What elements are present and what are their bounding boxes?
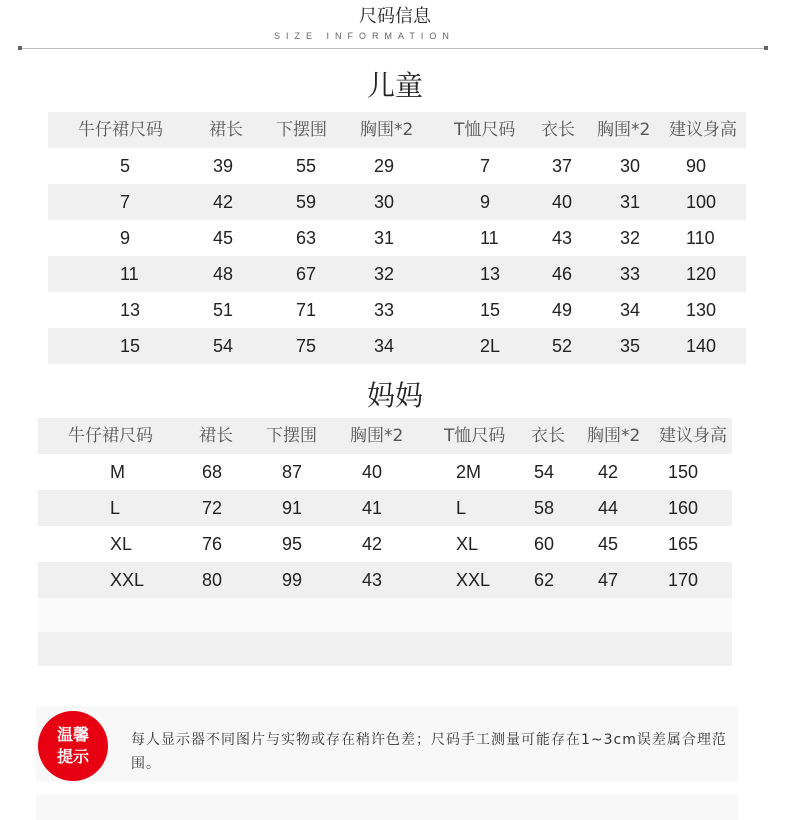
table-cell: 42 — [362, 534, 383, 554]
table-cell: 2L — [480, 336, 501, 356]
row-band — [48, 256, 746, 292]
table-cell: 15 — [480, 300, 501, 320]
kids-section-title: 儿童 — [366, 69, 423, 102]
table-cell: 58 — [534, 498, 555, 518]
table-cell: 63 — [296, 228, 317, 248]
table-cell: 46 — [552, 264, 573, 284]
table-row — [0, 328, 790, 364]
table-cell: 55 — [296, 156, 317, 176]
table-cell: 165 — [668, 534, 699, 554]
table-cell: 34 — [374, 336, 395, 356]
table-cell: M — [110, 462, 125, 482]
table-row — [0, 184, 790, 220]
kids-table — [0, 112, 790, 364]
table-cell: 99 — [282, 570, 303, 590]
table-cell: 47 — [598, 570, 619, 590]
table-cell: 35 — [620, 336, 641, 356]
notice-badge — [38, 711, 108, 781]
table-cell: 44 — [598, 498, 619, 518]
table-row — [0, 148, 790, 184]
column-header: 胸围*2 — [360, 120, 414, 140]
table-cell: 9 — [480, 192, 491, 212]
mom-table — [0, 418, 790, 598]
column-header: T恤尺码 — [444, 426, 506, 446]
table-cell: 32 — [374, 264, 395, 284]
mom-section-title: 妈妈 — [366, 379, 423, 412]
table-cell: 130 — [686, 300, 717, 320]
notice-text: 每人显示器不同图片与实物或存在稍许色差；尺码手工测量可能存在1~3cm误差属合理范围。 — [131, 732, 727, 772]
column-header: 牛仔裙尺码 — [68, 426, 153, 446]
table-cell: 45 — [598, 534, 619, 554]
column-header: 牛仔裙尺码 — [78, 120, 163, 140]
table-cell: 59 — [296, 192, 317, 212]
table-cell: XXL — [110, 570, 145, 590]
table-cell: 51 — [213, 300, 234, 320]
table-cell: 39 — [213, 156, 234, 176]
table-cell: XL — [456, 534, 479, 554]
table-cell: 42 — [213, 192, 234, 212]
table-cell: 9 — [120, 228, 131, 248]
table-cell: 54 — [534, 462, 555, 482]
table-cell: 11 — [120, 264, 139, 284]
column-header: 胸围*2 — [350, 426, 404, 446]
table-row — [0, 562, 790, 598]
table-cell: 72 — [202, 498, 223, 518]
table-cell: 160 — [668, 498, 699, 518]
table-cell: 60 — [534, 534, 555, 554]
bottom-band — [36, 794, 738, 820]
table-cell: 150 — [668, 462, 699, 482]
table-cell: 7 — [480, 156, 491, 176]
table-cell: 40 — [552, 192, 573, 212]
column-header: 下摆围 — [266, 426, 317, 446]
column-header: 下摆围 — [276, 120, 327, 140]
table-cell: 49 — [552, 300, 573, 320]
header-title: 尺码信息 — [359, 6, 431, 27]
header-divider — [20, 48, 766, 49]
table-row — [0, 292, 790, 328]
table-cell: 31 — [620, 192, 641, 212]
table-cell: 15 — [120, 336, 141, 356]
table-cell: 33 — [374, 300, 395, 320]
table-cell: 29 — [374, 156, 395, 176]
table-cell: 75 — [296, 336, 317, 356]
table-cell: 110 — [686, 228, 715, 248]
table-header-row — [0, 112, 790, 148]
table-cell: 140 — [686, 336, 717, 356]
table-cell: L — [110, 498, 121, 518]
table-cell: 62 — [534, 570, 555, 590]
column-header: 建议身高 — [669, 120, 737, 140]
badge-line1: 温馨 — [56, 725, 89, 744]
table-cell: 30 — [620, 156, 641, 176]
table-cell: 11 — [480, 228, 499, 248]
table-cell: 91 — [282, 498, 303, 518]
column-header: 建议身高 — [659, 426, 727, 446]
column-header: 衣长 — [531, 426, 565, 446]
table-cell: 43 — [552, 228, 573, 248]
table-cell: 41 — [362, 498, 383, 518]
table-cell: 5 — [120, 156, 131, 176]
table-cell: 76 — [202, 534, 223, 554]
table-row — [0, 220, 790, 256]
column-header: 衣长 — [541, 120, 575, 140]
table-row — [0, 526, 790, 562]
table-cell: 95 — [282, 534, 303, 554]
divider-dot-right — [764, 46, 768, 50]
table-cell: L — [456, 498, 467, 518]
row-band — [48, 184, 746, 220]
table-cell: 48 — [213, 264, 234, 284]
row-band — [48, 328, 746, 364]
table-cell: 13 — [480, 264, 501, 284]
table-cell: 40 — [362, 462, 383, 482]
table-cell: 31 — [374, 228, 395, 248]
table-cell: 170 — [668, 570, 699, 590]
table-cell: 67 — [296, 264, 317, 284]
table-row — [0, 454, 790, 490]
table-cell: 90 — [686, 156, 707, 176]
table-row — [0, 256, 790, 292]
badge-line2: 提示 — [56, 747, 89, 766]
table-cell: 120 — [686, 264, 717, 284]
table-cell: 7 — [120, 192, 131, 212]
table-cell: 37 — [552, 156, 573, 176]
table-cell: 30 — [374, 192, 395, 212]
table-cell: 100 — [686, 192, 717, 212]
table-cell: 45 — [213, 228, 234, 248]
empty-band — [38, 632, 732, 666]
table-cell: 68 — [202, 462, 223, 482]
empty-band — [38, 598, 732, 632]
table-cell: 87 — [282, 462, 303, 482]
table-cell: 42 — [598, 462, 619, 482]
column-header: 裙长 — [199, 426, 233, 446]
table-cell: 32 — [620, 228, 641, 248]
table-cell: 80 — [202, 570, 223, 590]
table-cell: 52 — [552, 336, 573, 356]
divider-dot-left — [18, 46, 22, 50]
table-cell: 43 — [362, 570, 383, 590]
table-cell: 71 — [296, 300, 317, 320]
table-cell: 13 — [120, 300, 141, 320]
column-header: 胸围*2 — [587, 426, 641, 446]
table-cell: 34 — [620, 300, 641, 320]
column-header: 胸围*2 — [597, 120, 651, 140]
table-cell: 2M — [456, 462, 482, 482]
column-header: 裙长 — [209, 120, 243, 140]
table-header-row — [0, 418, 790, 454]
header-subtitle: SIZE INFORMATION — [274, 31, 455, 41]
table-cell: XXL — [456, 570, 491, 590]
table-cell: XL — [110, 534, 133, 554]
row-band — [38, 490, 732, 526]
column-header: T恤尺码 — [454, 120, 516, 140]
table-row — [0, 490, 790, 526]
table-cell: 54 — [213, 336, 234, 356]
table-cell: 33 — [620, 264, 641, 284]
